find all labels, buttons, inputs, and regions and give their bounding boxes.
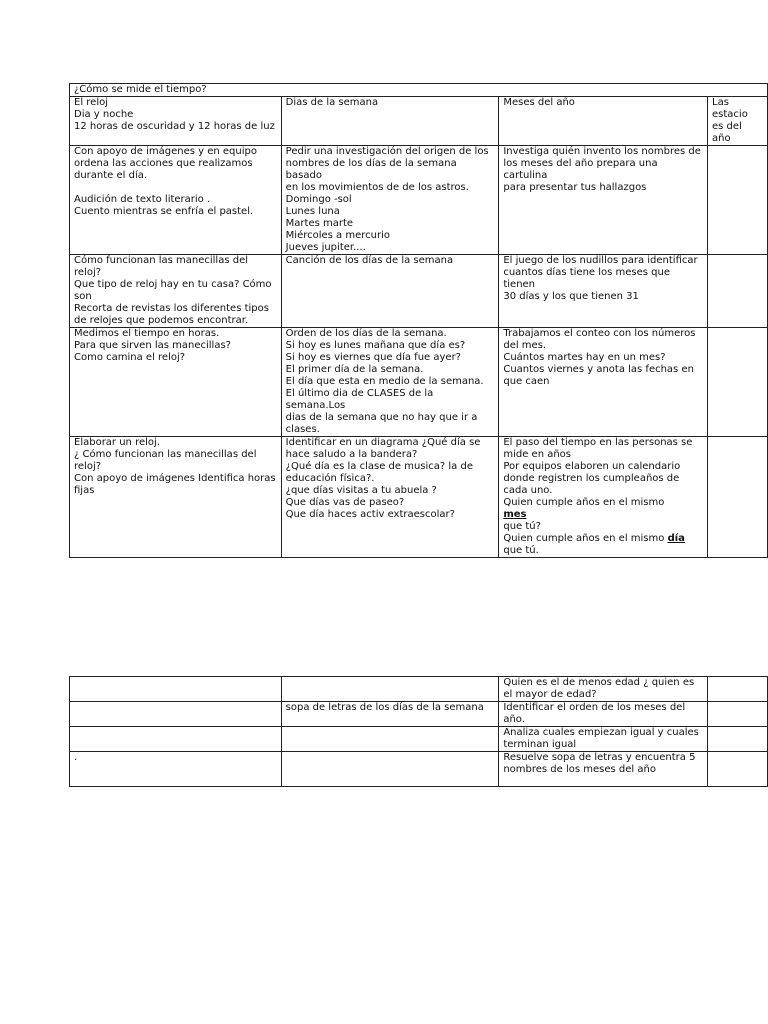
text-line: cuantos días tiene los meses que tienen: [503, 267, 671, 290]
cell-r4-dias: [281, 437, 499, 558]
text-line: Para que sirven las manecillas?: [74, 340, 231, 351]
text-line: año: [712, 133, 731, 144]
cell-b4-col2: [281, 752, 499, 787]
text-line: terminan igual: [503, 739, 577, 750]
text-line: reloj?: [74, 461, 102, 472]
text-line: Cuantos viernes y anota las fechas en: [503, 364, 694, 375]
text-line: El día que esta en medio de la semana.: [285, 376, 484, 387]
cell-b4-col4: [708, 752, 768, 787]
text-line: clases.: [285, 424, 320, 435]
cell-b2-col2: sopa de letras de los días de la semana: [281, 702, 499, 727]
cell-r1-estaciones: [708, 146, 768, 255]
text-line: Si hoy es viernes que día fue ayer?: [285, 352, 461, 363]
text-line: ¿que días visitas a tu abuela ?: [285, 485, 437, 496]
text-line: dias de la semana que no hay que ir a: [285, 412, 478, 423]
text-line: ¿ Cómo funcionan las manecillas del: [74, 449, 257, 460]
cell-b1-col4: [708, 677, 768, 702]
text-line: para presentar tus hallazgos: [503, 182, 647, 193]
text-line: nombres de los meses del año: [503, 764, 656, 775]
text-line: Que tipo de reloj hay en tu casa? Cómo: [74, 279, 272, 290]
text-line: Analiza cuales empiezan igual y cuales: [503, 727, 699, 738]
cell-b4-col3: [499, 752, 708, 787]
text-line: donde registren los cumpleaños de: [503, 473, 680, 484]
cell-b1-col2: [281, 677, 499, 702]
text-line: educación física?.: [285, 473, 375, 484]
cell-b3-col1: [70, 727, 282, 752]
text-line: Identificar el orden de los meses del: [503, 702, 686, 713]
header-meses: [499, 97, 708, 146]
text-line: Miércoles a mercurio: [285, 230, 390, 241]
cell-r3-estaciones: [708, 328, 768, 437]
text-line: Cuento mientras se enfría el pastel.: [74, 206, 254, 217]
text-line: Trabajamos el conteo con los números: [503, 328, 696, 339]
cell-r1-dias: [281, 146, 499, 255]
text-line: Con apoyo de imágenes y en equipo: [74, 146, 257, 157]
text-line: hace saludo a la bandera?: [285, 449, 418, 460]
planning-table: [69, 83, 768, 558]
text-line: que caen: [503, 376, 550, 387]
text-line: Elaborar un reloj.: [74, 437, 160, 448]
cell-r4-meses: El paso del tiempo en las personas se mide en años Por equipos elaboren un calendario donde registren los cumpleaños de cada uno. Quien cumple años en el mismo mes que tú? Quien cumple años en el mismo día que tú.: [499, 437, 708, 558]
cell-b2-col4: [708, 702, 768, 727]
cell-r4-reloj: [70, 437, 282, 558]
underlined-mes: mes: [503, 509, 527, 520]
text-line: son: [74, 291, 92, 302]
text-line: Quien cumple años en el mismo: [503, 497, 665, 508]
text-line: del mes.: [503, 340, 547, 351]
cell-b3-col4: [708, 727, 768, 752]
underlined-dia: día: [667, 533, 685, 544]
cell-r4-estaciones: [708, 437, 768, 558]
text-line: Quien es el de menos edad ¿ quien es: [503, 677, 695, 688]
text-line: Por equipos elaboren un calendario: [503, 461, 681, 472]
text-line: año.: [503, 714, 525, 725]
cell-r1-reloj: [70, 146, 282, 255]
text-line: Lunes luna: [285, 206, 340, 217]
text-line: Con apoyo de imágenes Identifica horas: [74, 473, 276, 484]
header-dias: [281, 97, 499, 146]
cell-r2-dias: [281, 255, 499, 328]
cell-b1-col1: [70, 677, 282, 702]
text-line: 12 horas de oscuridad y 12 horas de luz: [74, 121, 275, 132]
text-line: Como camina el reloj?: [74, 352, 186, 363]
text-line: Canción de los días de la semana: [285, 255, 454, 266]
text-line: El primer día de la semana.: [285, 364, 424, 375]
text-line: de relojes que podemos encontrar.: [74, 315, 249, 326]
text-line: mide en años: [503, 449, 572, 460]
text-line: Que días vas de paseo?: [285, 497, 405, 508]
text-line: Resuelve sopa de letras y encuentra 5: [503, 752, 696, 763]
text-line: Orden de los días de la semana.: [285, 328, 447, 339]
cell-r3-meses: [499, 328, 708, 437]
cell-b1-col3: [499, 677, 708, 702]
text-line: Martes marte: [285, 218, 354, 229]
text-line: nombres de los días de la semana basado: [285, 158, 457, 181]
text-line: Pedir una investigación del origen de los: [285, 146, 489, 157]
cell-b3-col3: [499, 727, 708, 752]
cell-r3-dias: [281, 328, 499, 437]
text-line: Identificar en un diagrama ¿Qué día se: [285, 437, 481, 448]
text-line: El último dia de CLASES de la semana.Los: [285, 388, 434, 411]
text-line: Recorta de revistas los diferentes tipos: [74, 303, 269, 314]
text-line: los meses del año prepara una cartulina: [503, 158, 658, 181]
text-line: El paso del tiempo en las personas se: [503, 437, 693, 448]
activities-table: [69, 676, 768, 787]
text-line: en los movimientos de de los astros.: [285, 182, 469, 193]
text-line: El reloj: [74, 97, 108, 108]
text-line: 30 días y los que tienen 31: [503, 291, 639, 302]
text-line: Medimos el tiempo en horas.: [74, 328, 220, 339]
text-line: el mayor de edad?: [503, 689, 597, 700]
cell-b3-col2: [281, 727, 499, 752]
cell-r2-estaciones: [708, 255, 768, 328]
text-line: Dias de la semana: [285, 97, 379, 108]
text-line: Meses del año: [503, 97, 575, 108]
text-line: durante el día.: [74, 170, 148, 181]
header-reloj: [70, 97, 282, 146]
cell-b2-col3: [499, 702, 708, 727]
header-estaciones: [708, 97, 768, 146]
text-line: Investiga quién invento los nombres de: [503, 146, 701, 157]
text-line: fijas: [74, 485, 95, 496]
text-line: Domingo -sol: [285, 194, 352, 205]
cell-r3-reloj: [70, 328, 282, 437]
text-line: Jueves jupiter....: [285, 242, 366, 253]
text-line: ordena las acciones que realizamos: [74, 158, 253, 169]
table-title: ¿Cómo se mide el tiempo?: [70, 84, 768, 97]
text-line: es del: [712, 121, 742, 132]
text-line: [74, 182, 277, 194]
cell-r1-meses: [499, 146, 708, 255]
text-line: Dia y noche: [74, 109, 134, 120]
cell-b2-col1: [70, 702, 282, 727]
text-line: Si hoy es lunes mañana que día es?: [285, 340, 466, 351]
text-line: Las: [712, 97, 729, 108]
cell-r2-reloj: [70, 255, 282, 328]
text-line: Cuántos martes hay en un mes?: [503, 352, 666, 363]
cell-b4-col1: .: [70, 752, 282, 787]
cell-r2-meses: [499, 255, 708, 328]
text-line: El juego de los nudillos para identificar: [503, 255, 698, 266]
text-line: ¿Qué día es la clase de musica? la de: [285, 461, 473, 472]
text-line: Cómo funcionan las manecillas del reloj?: [74, 255, 248, 278]
text-line: Audición de texto literario .: [74, 194, 211, 205]
text-line: Que día haces activ extraescolar?: [285, 509, 455, 520]
text-line: estacio: [712, 109, 748, 120]
text-line: cada uno.: [503, 485, 553, 496]
